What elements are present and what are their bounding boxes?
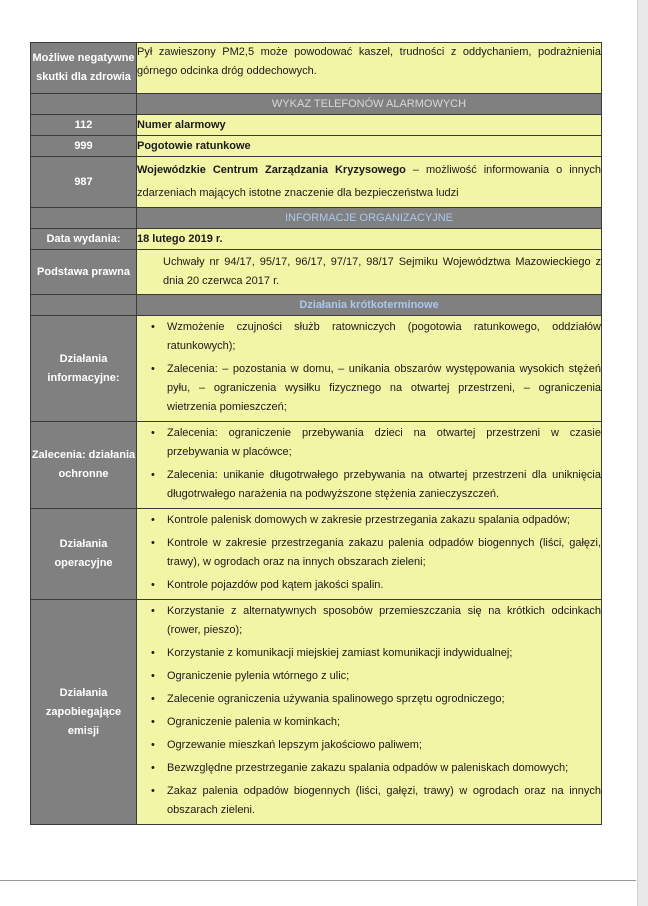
org-header-row <box>31 208 602 229</box>
phone-112-text: Numer alarmowy <box>137 115 602 136</box>
phone-999-row <box>31 136 602 157</box>
phone-112-row <box>31 115 602 136</box>
list-item: • Ograniczenie pylenia wtórnego z ulic; <box>167 667 601 686</box>
action-label: Działania informacyjne: <box>31 316 137 422</box>
legal-basis-label: Podstawa prawna <box>31 250 137 295</box>
list-item: • Korzystanie z alternatywnych sposobów przemieszczania się na krótkich odcinkach (rower, pieszo); <box>167 602 601 640</box>
action-label: Działania operacyjne <box>31 509 137 600</box>
list-item: • Kontrole pojazdów pod kątem jakości spalin. <box>167 576 601 595</box>
action-list <box>137 602 601 820</box>
alert-table <box>30 42 602 825</box>
list-item: • Kontrole w zakresie przestrzegania zakazu palenia odpadów biogennych (liści, gałęzi, trawy), w ogrodach oraz na innych obszarach zieleni; <box>167 534 601 572</box>
list-item: • Zalecenia: unikanie długotrwałego przebywania na otwartej przestrzeni dla uniknięcia długotrwałego narażenia na podwyższone stężenia zanieczyszczeń. <box>167 466 601 504</box>
action-list <box>137 318 601 417</box>
phone-987-row <box>31 157 602 208</box>
crisis-center-name: Wojewódzkie Centrum Zarządzania Kryzysowego <box>137 164 406 176</box>
list-item: • Zalecenia: ograniczenie przebywania dzieci na otwartej przestrzeni w czasie przebywania w placówce; <box>167 424 601 462</box>
phones-header-row <box>31 94 602 115</box>
page-bottom-edge <box>0 880 636 881</box>
legal-basis-row <box>31 250 602 295</box>
list-item: • Wzmożenie czujności służb ratowniczych (pogotowia ratunkowego, oddziałów ratunkowych); <box>167 318 601 356</box>
effects-label: Możliwe negatywne skutki dla zdrowia <box>31 43 137 94</box>
list-item: • Zakaz palenia odpadów biogennych (liści, gałęzi, trawy) w ogrodach oraz na innych obszarach zieleni. <box>167 782 601 820</box>
short-term-header-row <box>31 295 602 316</box>
action-label: Zalecenia: działania ochronne <box>31 422 137 509</box>
vertical-scrollbar[interactable] <box>637 0 648 906</box>
action-row-protective <box>31 422 602 509</box>
effects-text: Pył zawieszony PM2,5 może powodować kaszel, trudności z oddychaniem, podrażnienia górnego odcinka dróg oddechowych. <box>137 43 602 94</box>
issue-date-row <box>31 229 602 250</box>
list-item: • Ogrzewanie mieszkań lepszym jakościowo paliwem; <box>167 736 601 755</box>
action-row-informational <box>31 316 602 422</box>
phones-header: WYKAZ TELEFONÓW ALARMOWYCH <box>137 94 602 115</box>
issue-date-label: Data wydania: <box>31 229 137 250</box>
short-term-header: Działania krótkoterminowe <box>137 295 602 316</box>
action-label: Działania zapobiegające emisji <box>31 600 137 825</box>
effects-row <box>31 43 602 94</box>
legal-basis-text: Uchwały nr 94/17, 95/17, 96/17, 97/17, 98/17 Sejmiku Województwa Mazowieckiego z dnia 20 czerwca 2017 r. <box>137 250 602 295</box>
phone-987-label: 987 <box>31 157 137 208</box>
list-item: • Korzystanie z komunikacji miejskiej zamiast komunikacji indywidualnej; <box>167 644 601 663</box>
list-item: • Kontrole palenisk domowych w zakresie przestrzegania zakazu spalania odpadów; <box>167 511 601 530</box>
phone-999-text: Pogotowie ratunkowe <box>137 136 602 157</box>
phone-112-label: 112 <box>31 115 137 136</box>
org-header: INFORMACJE ORGANIZACYJNE <box>137 208 602 229</box>
issue-date-text: 18 lutego 2019 r. <box>137 229 602 250</box>
phone-987-text <box>137 157 602 208</box>
action-list <box>137 424 601 504</box>
list-item: • Zalecenie ograniczenia używania spalinowego sprzętu ogrodniczego; <box>167 690 601 709</box>
crisis-center-desc: – możliwość informowania o innych zdarzeniach mających istotne znaczenie dla bezpieczeństwa ludzi <box>137 164 601 199</box>
list-item: • Bezwzględne przestrzeganie zakazu spalania odpadów w paleniskach domowych; <box>167 759 601 778</box>
phone-999-label: 999 <box>31 136 137 157</box>
action-row-operational <box>31 509 602 600</box>
list-item: • Ograniczenie palenia w kominkach; <box>167 713 601 732</box>
action-list <box>137 511 601 595</box>
list-item: • Zalecenia: – pozostania w domu, – unikania obszarów występowania wysokich stężeń pyłu, – ograniczenia wysiłku fizycznego na otwartej przestrzeni, – ograniczenia wietrzenia pomieszczeń; <box>167 360 601 417</box>
action-row-emission-prevention <box>31 600 602 825</box>
